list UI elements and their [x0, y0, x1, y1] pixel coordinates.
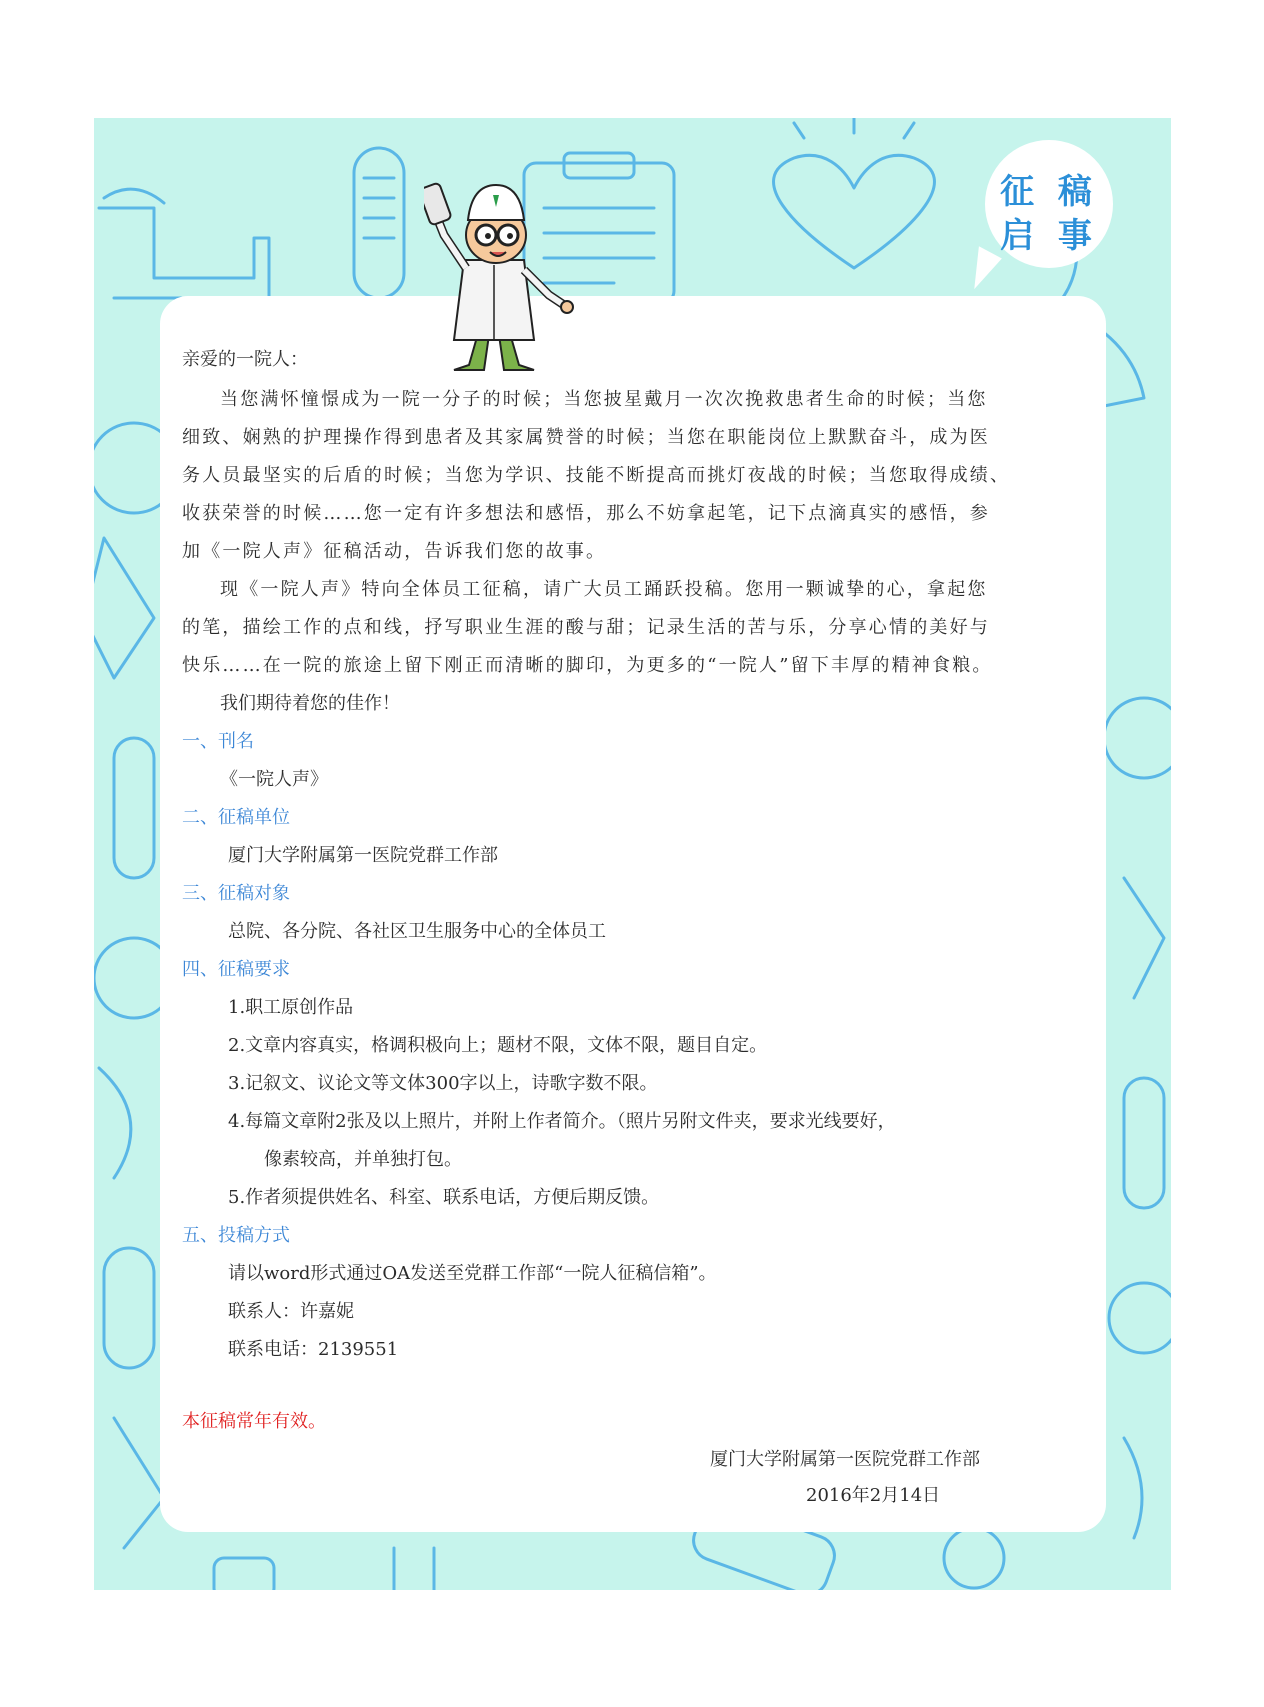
call-line-3: 快乐……在一院的旅途上留下刚正而清晰的脚印，为更多的“一院人”留下丰厚的精神食粮。	[182, 655, 993, 676]
contact-phone: 联系电话：2139551	[228, 1339, 399, 1360]
intro-line-2: 细致、娴熟的护理操作得到患者及其家属赞誉的时候；当您在职能岗位上默默奋斗，成为医	[182, 427, 990, 448]
submission-method: 请以word形式通过OA发送至党群工作部“一院人征稿信箱”。	[228, 1263, 717, 1284]
call-line-2: 的笔，描绘工作的点和线，抒写职业生涯的酸与甜；记录生活的苦与乐，分享心情的美好与	[182, 617, 990, 638]
badge-title-line-1: 征 稿	[1000, 172, 1098, 212]
intro-line-1: 当您满怀憧憬成为一院一分子的时候；当您披星戴月一次次挽救患者生命的时候；当您	[220, 389, 988, 410]
requirement-item-continued: 像素较高，并单独打包。	[264, 1149, 462, 1170]
heart-doodle	[774, 155, 935, 268]
section-2-heading: 二、征稿单位	[182, 807, 290, 828]
contact-person: 联系人：许嘉妮	[228, 1301, 354, 1322]
intro-line-5: 加《一院人声》征稿活动，告诉我们您的故事。	[182, 541, 607, 562]
doctor-cartoon-illustration	[424, 180, 574, 376]
closing-line: 我们期待着您的佳作！	[220, 693, 400, 714]
section-2-content: 厦门大学附属第一医院党群工作部	[228, 845, 498, 866]
section-1-heading: 一、刊名	[182, 731, 254, 752]
signature-date: 2016年2月14日	[806, 1485, 941, 1506]
section-1-content: 《一院人声》	[220, 769, 328, 790]
validity-note: 本征稿常年有效。	[182, 1411, 326, 1432]
requirement-item: 3.记叙文、议论文等文体300字以上，诗歌字数不限。	[228, 1073, 658, 1094]
bed-doodle	[99, 208, 269, 298]
section-3-content: 总院、各分院、各社区卫生服务中心的全体员工	[228, 921, 606, 942]
requirement-item: 5.作者须提供姓名、科室、联系电话，方便后期反馈。	[228, 1187, 660, 1208]
badge-title-line-2: 启 事	[1000, 216, 1098, 256]
title-badge	[985, 140, 1113, 268]
section-3-heading: 三、征稿对象	[182, 883, 290, 904]
greeting: 亲爱的一院人：	[182, 349, 308, 370]
requirement-item: 1.职工原创作品	[228, 997, 354, 1018]
section-4-heading: 四、征稿要求	[182, 959, 290, 980]
intro-line-3: 务人员最坚实的后盾的时候；当您为学识、技能不断提高而挑灯夜战的时候；当您取得成绩、	[182, 465, 1011, 486]
section-5-heading: 五、投稿方式	[182, 1225, 290, 1246]
signature-org: 厦门大学附属第一医院党群工作部	[710, 1449, 980, 1470]
requirement-item: 4.每篇文章附2张及以上照片，并附上作者简介。（照片另附文件夹，要求光线要好，	[228, 1111, 896, 1132]
thermometer-doodle	[354, 148, 404, 298]
intro-line-4: 收获荣誉的时候……您一定有许多想法和感悟，那么不妨拿起笔，记下点滴真实的感悟，参	[182, 503, 990, 524]
requirement-item: 2.文章内容真实，格调积极向上；题材不限，文体不限，题目自定。	[228, 1035, 768, 1056]
call-line-1: 现《一院人声》特向全体员工征稿，请广大员工踊跃投稿。您用一颗诚挚的心，拿起您	[220, 579, 988, 600]
